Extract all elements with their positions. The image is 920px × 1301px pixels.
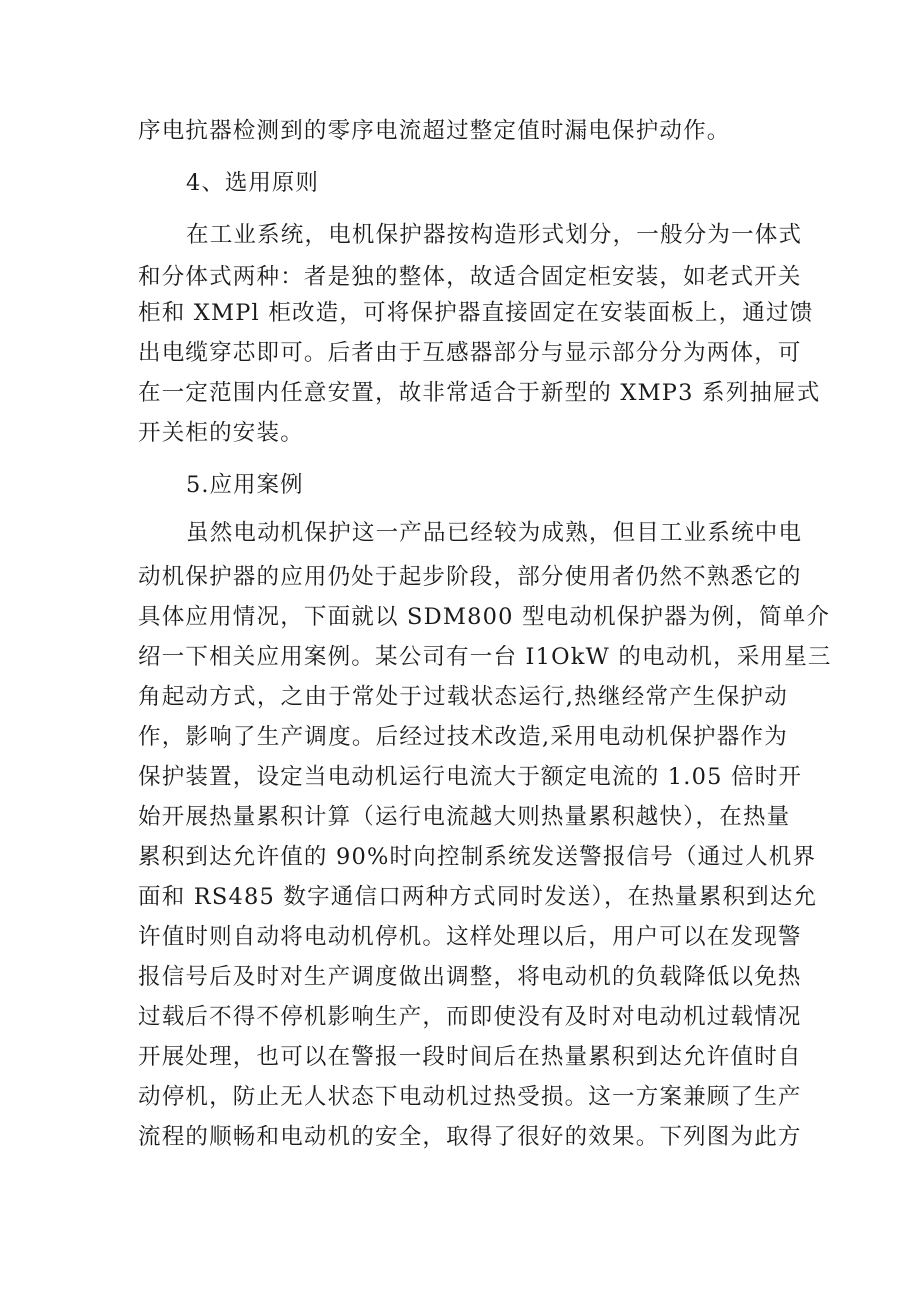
- paragraph-line: 和分体式两种：者是独的整体，故适合固定柜安装，如老式开关: [138, 264, 802, 290]
- paragraph-line: 动停机，防止无人状态下电动机过热受损。这一方案兼顾了生产: [138, 1084, 802, 1110]
- paragraph-line: 保护装置，设定当电动机运行电流大于额定电流的 1.05 倍时开: [138, 764, 803, 790]
- paragraph-line: 报信号后及时对生产调度做出调整，将电动机的负载降低以免热: [138, 964, 802, 990]
- paragraph-line: 柜和 XMPl 柜改造，可将保护器直接固定在安装面板上，通过馈: [138, 300, 814, 326]
- section-heading-4: 4、选用原则: [186, 170, 319, 196]
- paragraph-line: 序电抗器检测到的零序电流超过整定值时漏电保护动作。: [138, 118, 731, 144]
- paragraph-line: 作，影响了生产调度。后经过技术改造,采用电动机保护器作为: [138, 724, 788, 750]
- paragraph-line: 绍一下相关应用案例。某公司有一台 I1OkW 的电动机，采用星三: [138, 644, 832, 670]
- paragraph-line: 在工业系统，电机保护器按构造形式划分，一般分为一体式: [186, 222, 803, 248]
- paragraph-line: 出电缆穿芯即可。后者由于互感器部分与显示部分分为两体，可: [138, 340, 802, 366]
- paragraph-line: 在一定范围内任意安置，故非常适合于新型的 XMP3 系列抽屉式: [138, 380, 821, 406]
- paragraph-line: 角起动方式，之由于常处于过载状态运行,热继经常产生保护动: [138, 684, 788, 710]
- section-heading-5: 5.应用案例: [186, 472, 304, 498]
- paragraph-line: 开关柜的安装。: [138, 420, 304, 446]
- paragraph-line: 过载后不得不停机影响生产，而即使没有及时对电动机过载情况: [138, 1004, 802, 1030]
- paragraph-line: 始开展热量累积计算（运行电流越大则热量累积越快），在热量: [138, 804, 791, 830]
- paragraph-line: 动机保护器的应用仍处于起步阶段，部分使用者仍然不熟悉它的: [138, 564, 802, 590]
- paragraph-line: 虽然电动机保护这一产品已经较为成熟，但目工业系统中电: [186, 520, 803, 546]
- paragraph-line: 许值时则自动将电动机停机。这样处理以后，用户可以在发现警: [138, 924, 802, 950]
- paragraph-line: 面和 RS485 数字通信口两种方式同时发送），在热量累积到达允: [138, 884, 818, 910]
- paragraph-line: 具体应用情况，下面就以 SDM800 型电动机保护器为例，简单介: [138, 604, 831, 630]
- paragraph-line: 累积到达允许值的 90%时向控制系统发送警报信号（通过人机界: [138, 844, 817, 870]
- paragraph-line: 流程的顺畅和电动机的安全，取得了很好的效果。下列图为此方: [138, 1124, 802, 1150]
- paragraph-line: 开展处理，也可以在警报一段时间后在热量累积到达允许值时自: [138, 1044, 802, 1070]
